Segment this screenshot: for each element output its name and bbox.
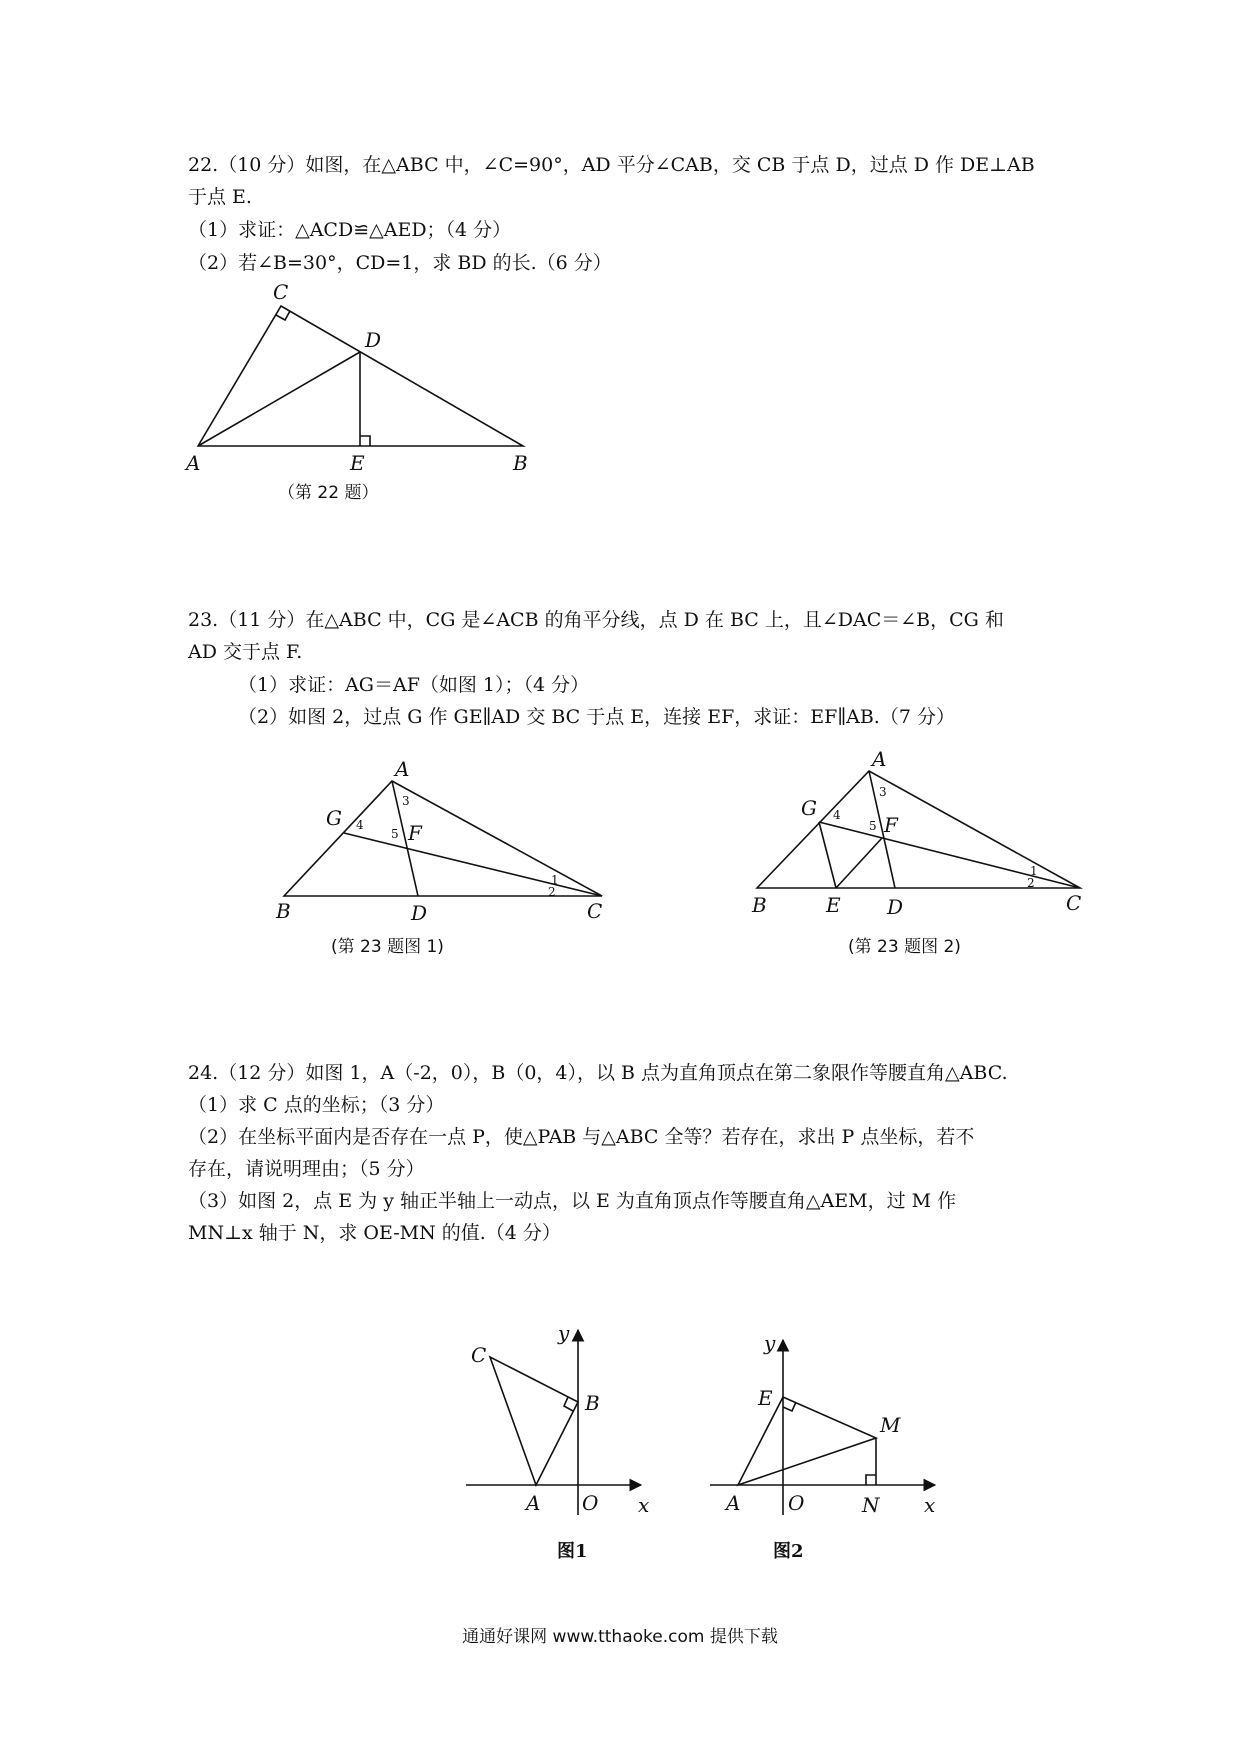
q23-figure-2-caption: (第 23 题图 2) <box>848 937 961 957</box>
q23f1-label-d: D <box>411 901 428 925</box>
q24-figure-2 <box>710 1331 935 1517</box>
q24f1-label-b: B <box>585 1391 600 1415</box>
q23f2-angle-3: 3 <box>879 785 887 799</box>
q22-line-1: 22.（10 分）如图，在△ABC 中，∠C=90°，AD 平分∠CAB，交 CB 于点 D，过点 D 作 DE⊥AB <box>188 154 1035 176</box>
q24f2-label-o: O <box>788 1491 805 1515</box>
q23f1-angle-5: 5 <box>391 827 399 841</box>
q23-line-1: 23.（11 分）在△ABC 中，CG 是∠ACB 的角平分线，点 D 在 BC 上，且∠DAC＝∠B，CG 和 <box>188 609 1004 631</box>
q22-segment-ad <box>198 352 360 446</box>
q23f2-angle-2: 2 <box>1027 876 1035 890</box>
q22-label-c: C <box>273 280 289 304</box>
q24-figure-1 <box>466 1321 649 1517</box>
q23f2-segment-cg <box>819 822 1080 888</box>
q23f2-label-d: D <box>887 895 904 919</box>
q24f2-right-angle-e <box>783 1402 796 1411</box>
q23f2-angle-5: 5 <box>869 819 877 833</box>
q24f2-label-x: x <box>924 1493 936 1517</box>
q24-part-1: （1）求 C 点的坐标；（3 分） <box>188 1094 445 1116</box>
q22-right-angle-e <box>360 436 370 446</box>
q23-figure-1 <box>275 757 602 925</box>
q23f2-label-g: G <box>801 796 817 820</box>
q22-part-1: （1）求证：△ACD≌△AED；（4 分） <box>188 219 512 241</box>
q23f2-label-e: E <box>826 893 841 917</box>
q24f1-label-x: x <box>638 1493 650 1517</box>
q22-part-2: （2）若∠B=30°，CD=1，求 BD 的长.（6 分） <box>188 252 612 274</box>
q23f2-segment-ef <box>836 838 882 888</box>
q24f2-label-e: E <box>758 1386 773 1410</box>
q22-label-d: D <box>365 328 382 352</box>
q24-part-2: （2）在坐标平面内是否存在一点 P，使△PAB 与△ABC 全等？若存在，求出 P 点坐标，若不 <box>188 1126 975 1148</box>
q23-part-1: （1）求证：AG＝AF（如图 1）；（4 分） <box>238 674 590 696</box>
q23f1-angle-4: 4 <box>356 818 364 832</box>
q23f1-segment-cg <box>344 833 602 896</box>
q23f2-label-f: F <box>884 813 898 837</box>
q24-part-2-cont: 存在，请说明理由；（5 分） <box>188 1158 425 1180</box>
q23f1-angle-2: 2 <box>548 885 556 899</box>
q23f1-label-g: G <box>326 806 342 830</box>
q24f2-triangle-aem <box>738 1397 876 1485</box>
q24f2-label-m: M <box>880 1413 901 1437</box>
q24-part-3-cont: MN⊥x 轴于 N，求 OE-MN 的值.（4 分） <box>188 1222 561 1244</box>
q23f2-angle-1: 1 <box>1030 864 1038 878</box>
q22-label-a: A <box>186 451 201 475</box>
q22-figure-caption: （第 22 题） <box>278 483 379 503</box>
q23-part-2: （2）如图 2，过点 G 作 GE∥AD 交 BC 于点 E，连接 EF，求证：EF∥AB.（7 分） <box>238 706 955 728</box>
q23f1-label-c: C <box>587 899 603 923</box>
q23-figure-2 <box>751 747 1081 919</box>
q22-label-e: E <box>350 451 365 475</box>
q24-line-1: 24.（12 分）如图 1，A（-2，0），B（0，4），以 B 点为直角顶点在第二象限作等腰直角△ABC. <box>188 1062 1008 1084</box>
q24f2-label-n: N <box>862 1493 880 1517</box>
q24f1-label-a: A <box>526 1491 541 1515</box>
q24f2-right-angle-n <box>866 1475 876 1485</box>
q23f2-angle-4: 4 <box>833 808 841 822</box>
page-footer: 通通好课网 www.tthaoke.com 提供下载 <box>462 1627 778 1647</box>
q23-figure-1-caption: (第 23 题图 1) <box>331 937 444 957</box>
q23f2-label-a: A <box>872 747 887 771</box>
q23f1-angle-3: 3 <box>402 794 410 808</box>
q22-triangle-figure <box>184 280 528 475</box>
q24-figure-2-caption: 图2 <box>773 1541 804 1562</box>
q23f2-label-c: C <box>1066 891 1082 915</box>
q24f2-label-y: y <box>764 1331 776 1355</box>
q23f1-label-b: B <box>276 899 291 923</box>
q22-label-b: B <box>513 451 528 475</box>
q24f1-label-o: O <box>582 1491 599 1515</box>
q23f1-label-a: A <box>395 757 410 781</box>
q23f1-label-f: F <box>408 821 422 845</box>
q24f2-label-a: A <box>726 1491 741 1515</box>
q23f2-label-b: B <box>752 893 767 917</box>
q23-line-2: AD 交于点 F. <box>188 641 303 663</box>
q24f1-label-y: y <box>558 1321 570 1345</box>
q23f2-segment-ge <box>819 822 836 888</box>
q24-figure-1-caption: 图1 <box>557 1541 588 1562</box>
q24-part-3: （3）如图 2，点 E 为 y 轴正半轴上一动点，以 E 为直角顶点作等腰直角△AEM，过 M 作 <box>188 1190 957 1212</box>
q24f1-triangle-abc <box>490 1357 578 1485</box>
q24f1-label-c: C <box>471 1343 487 1367</box>
q22-line-2: 于点 E. <box>188 186 252 208</box>
q23f1-angle-1: 1 <box>551 873 559 887</box>
